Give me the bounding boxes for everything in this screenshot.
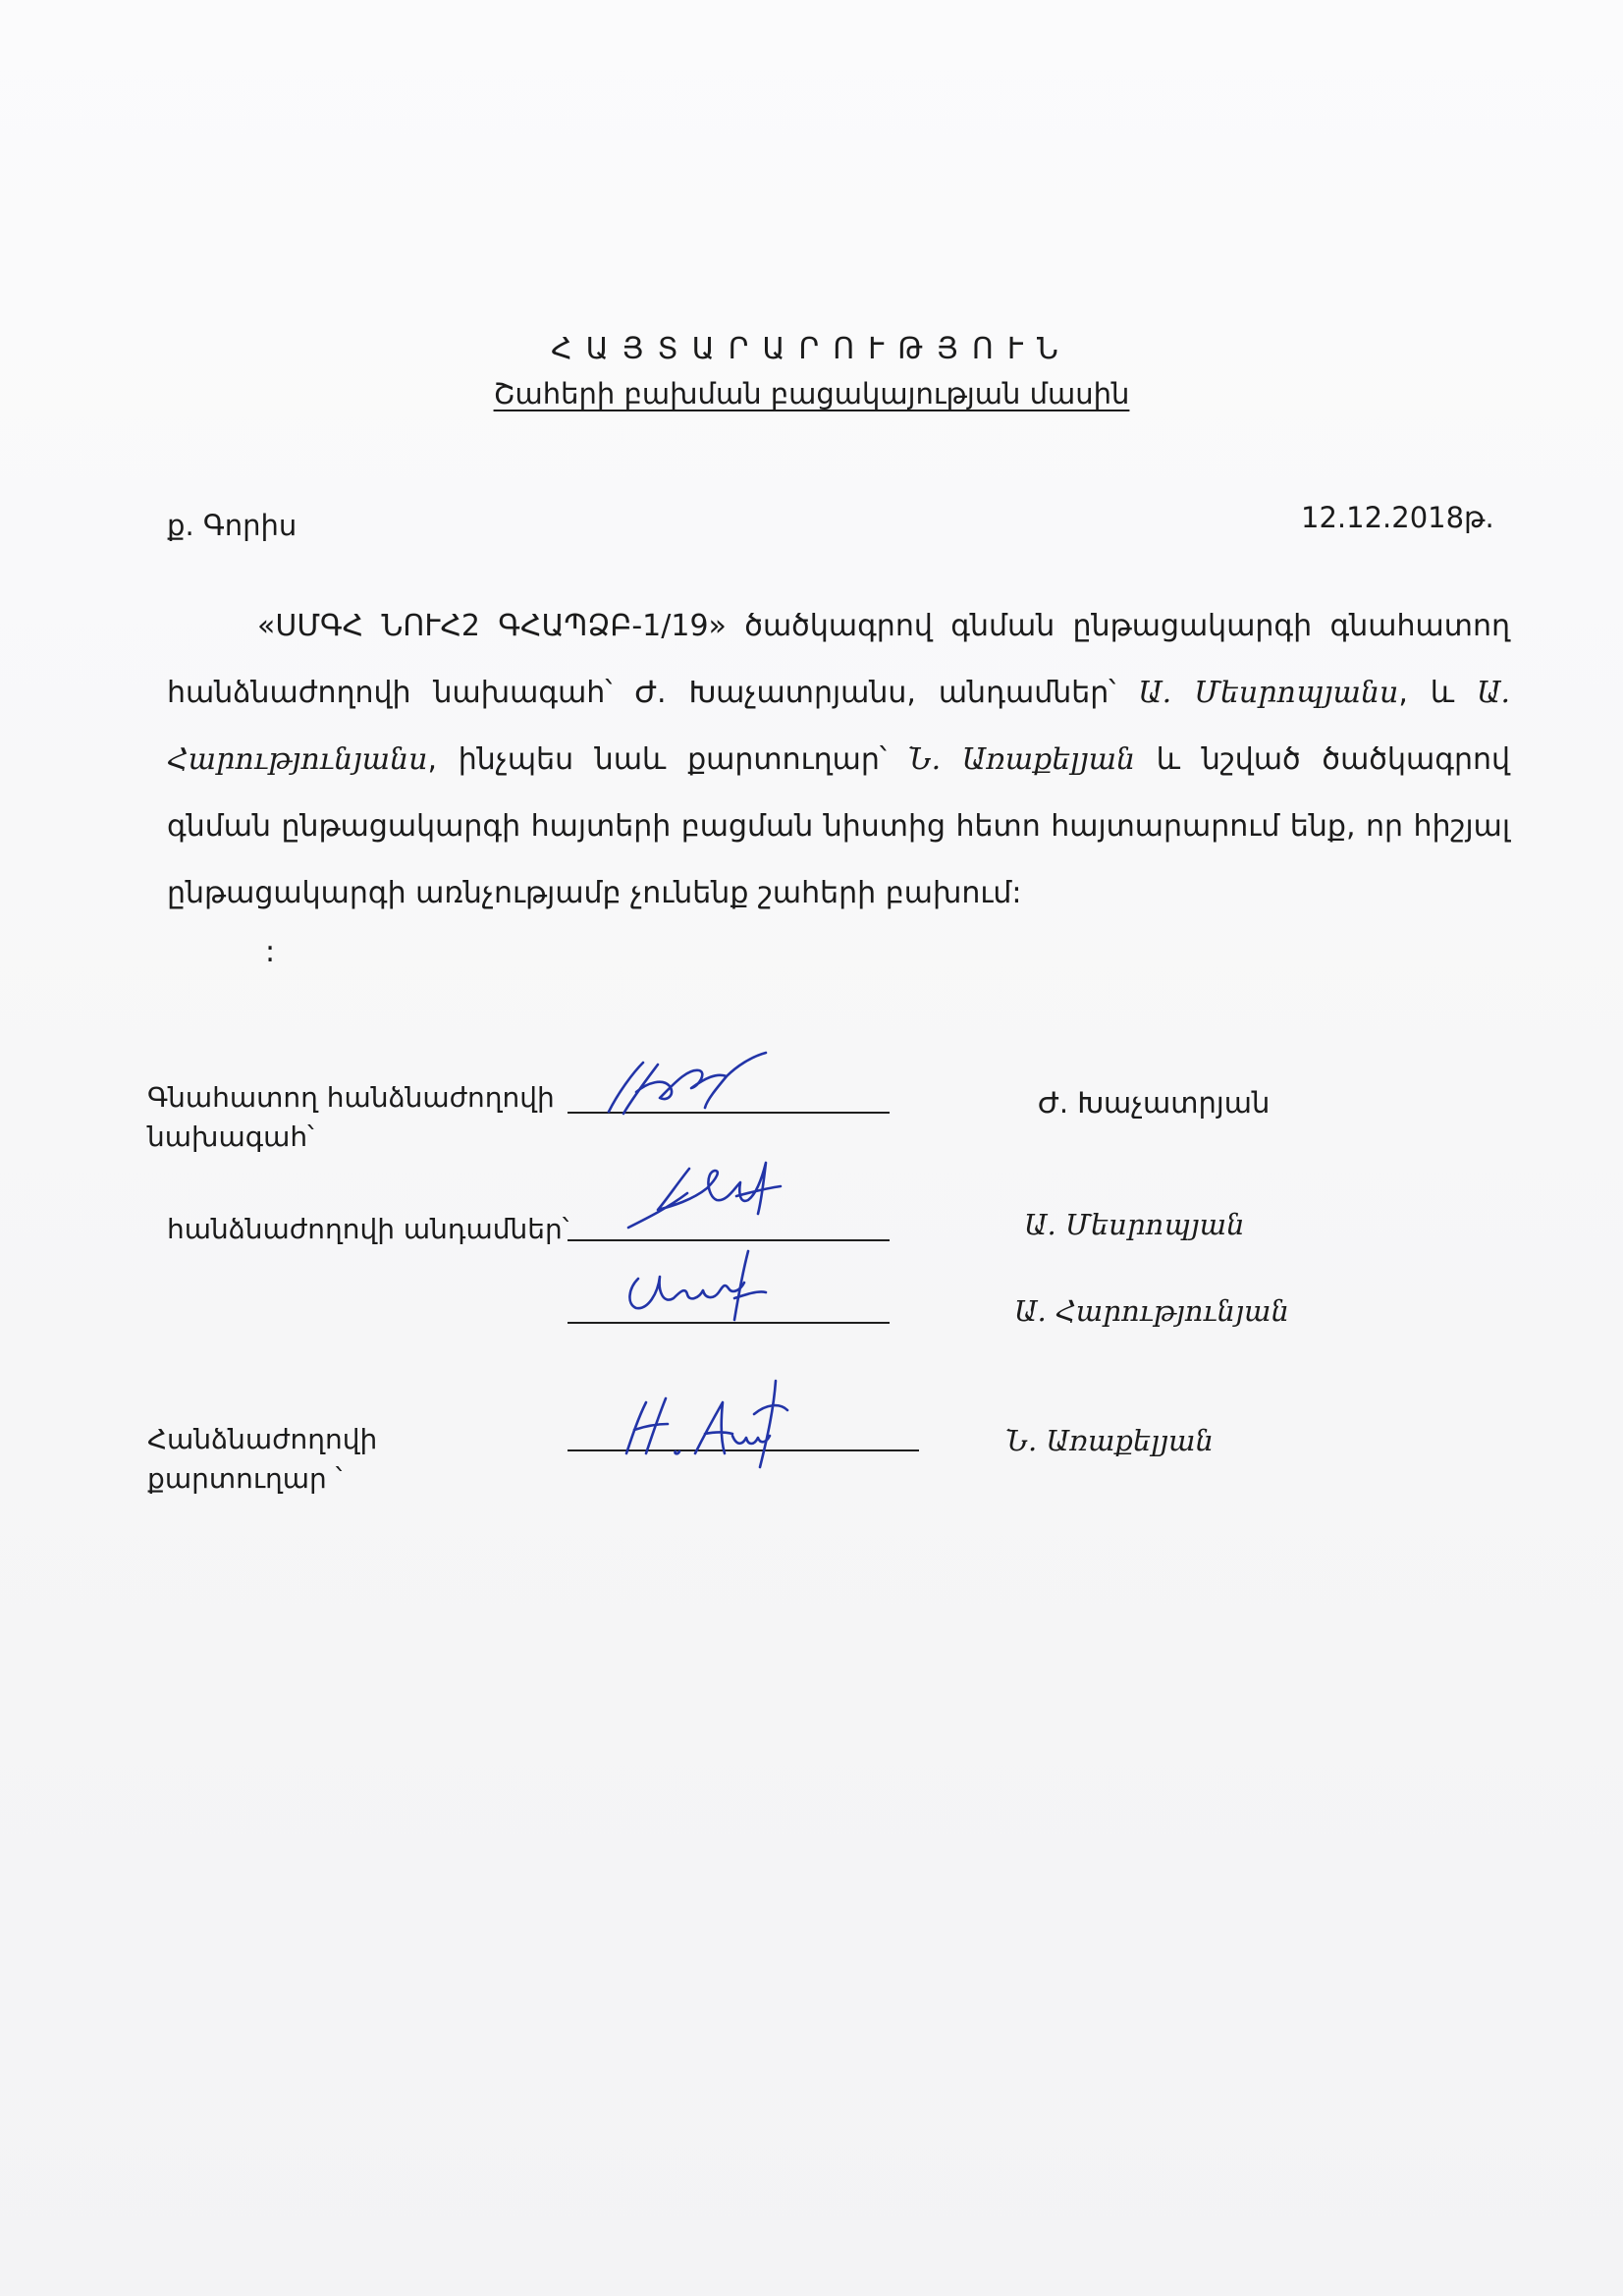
chair-label: Գնահատող հանձնաժողովի նախագահ՝	[147, 1081, 555, 1153]
city: ք. Գորիս	[167, 509, 298, 542]
date: 12.12.2018թ.	[1301, 501, 1494, 534]
body-part-2: , և	[1398, 676, 1478, 710]
secretary-label: Հանձնաժողովի քարտուղար ՝	[147, 1423, 378, 1495]
document-title: ՀԱՅՏԱՐԱՐՈՒԹՅՈՒՆ	[551, 332, 1072, 366]
member1-signature	[619, 1149, 785, 1237]
body-name-3: Ն. Առաքելյան	[907, 742, 1136, 777]
chair-name: Ժ. Խաչատրյան	[1038, 1086, 1271, 1120]
member2-signature	[609, 1239, 776, 1328]
secretary-name: Ն. Առաքելյան	[1005, 1424, 1214, 1457]
declaration-body	[167, 593, 1510, 927]
secretary-signature	[607, 1375, 803, 1473]
member2-name: Ա. Հարությունյան	[1014, 1294, 1289, 1328]
body-part-4: և նշված ծածկագրով գնման ընթացակարգի հայտերի բացման նիստից հետո հայտարարում ենք, որ հիշյալ ընթացակարգի առնչությամբ չունենք շահերի բախում:	[167, 742, 1510, 910]
body-name-2: Ա. Հարությունյանս	[167, 676, 1510, 777]
stray-colon: :	[265, 935, 276, 969]
document-subtitle: Շահերի բախման բացակայության մասին	[493, 377, 1130, 410]
members-label: հանձնաժողովի անդամներ՝	[167, 1213, 569, 1245]
body-part-3: , ինչպես նաև քարտուղար՝	[427, 742, 908, 777]
body-part-1: «ՍՄԳՀ ՆՈՒՀ2 ԳՀԱՊՁԲ-1/19» ծածկագրով գնման ընթացակարգի գնահատող հանձնաժողովի նախագահ՝ Ժ. Խաչատրյանս, անդամներ՝	[167, 609, 1510, 710]
member1-name: Ա. Մեսրոպյան	[1024, 1208, 1245, 1241]
body-name-1: Ա. Մեսրոպյանս	[1138, 676, 1399, 710]
chair-signature	[589, 1043, 785, 1121]
